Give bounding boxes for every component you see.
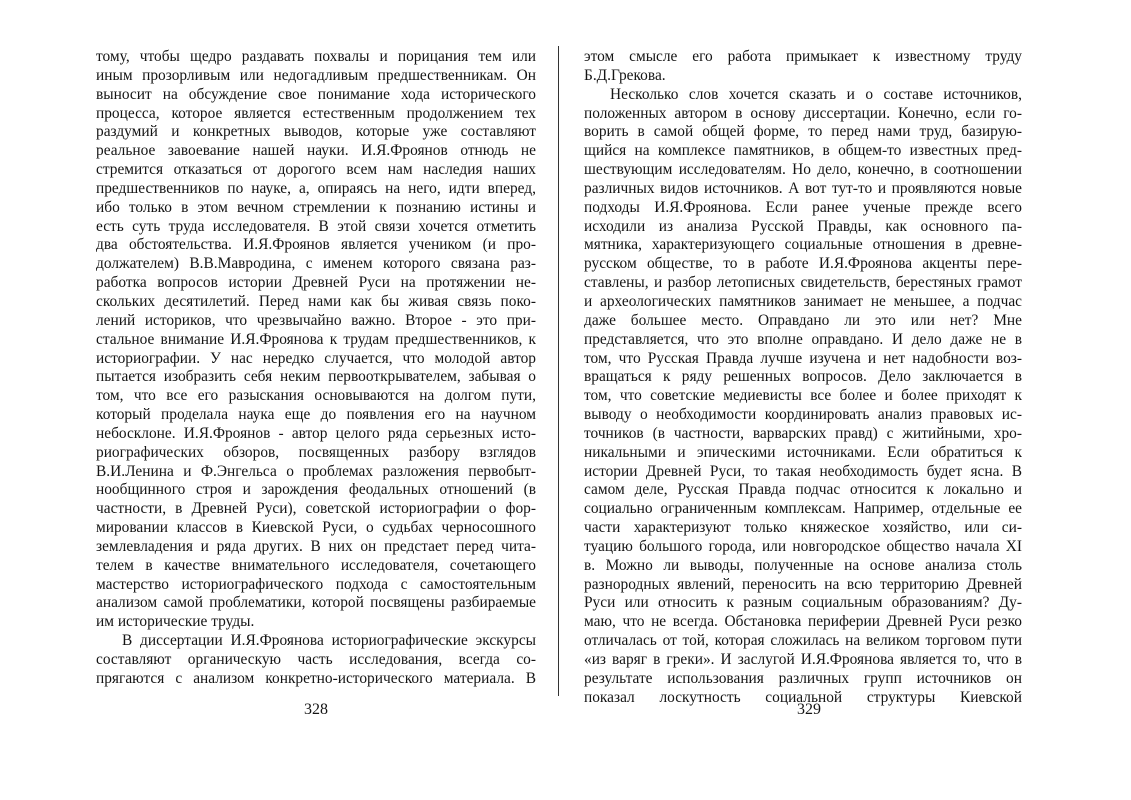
text-line: вращаться к ряду решенных вопросов. Дело заключается в (584, 368, 1022, 386)
text-line: щийся на комплексе памятников, в общем-то известных пред- (584, 142, 1022, 160)
text-line: никальными и эпическими источниками. Если обратиться к (584, 443, 1022, 461)
text-line: мятника, характеризующего социальные отношения в древне- (584, 236, 1022, 254)
text-line: частности, в Древней Руси), советской историографии о фор- (96, 500, 536, 518)
text-line: мировании классов в Киевской Руси, о судьбах черносошного (96, 519, 536, 537)
text-line: самом деле, Русская Правда подчас относится к локально и (584, 481, 1022, 499)
text-line: туацию большого города, или новгородское общество начала XI (584, 537, 1022, 555)
text-line: подходы И.Я.Фроянова. Если ранее ученые прежде всего (584, 198, 1022, 216)
text-line: точников (в частности, варварских правд) с житийными, хро- (584, 424, 1022, 442)
text-line: положенных автором в основу диссертации. Конечно, если го- (584, 104, 1022, 122)
text-line: ворить в самой общей форме, то перед нами труд, базирую- (584, 123, 1022, 141)
right-page-text (584, 48, 1022, 708)
text-line: два обстоятельства. И.Я.Фроянов является учеником (и про- (96, 236, 536, 254)
text-line: части характеризуют только княжеское хозяйство, или си- (584, 519, 1022, 537)
text-line: разнородных явлений, переносить на всю территорию Древней (584, 575, 1022, 593)
text-line: даже большее место. Оправдано ли это или нет? Мне (584, 311, 1022, 329)
text-line: раздумий и конкретных выводов, которые уже составляют (96, 123, 536, 141)
text-line: анализом самой проблематики, которой посвящены разбираемые (96, 594, 536, 612)
text-line: Руси или относить к разным социальным образованиям? Ду- (584, 594, 1022, 612)
text-line: том, что Русская Правда лучше изучена и нет надобности воз- (584, 349, 1022, 367)
page-divider (558, 46, 559, 696)
text-line: тому, чтобы щедро раздавать похвалы и порицания тем или (96, 48, 536, 65)
text-line: русском обществе, то в работе И.Я.Фроянова акценты пере- (584, 255, 1022, 273)
text-line: том, что советские медиевисты все более и более приходят к (584, 387, 1022, 405)
text-line: стальное внимание И.Я.Фроянова к трудам предшественников, к (96, 330, 536, 348)
text-line: выносит на обсуждение свое понимание хода исторического (96, 85, 536, 103)
text-line: этом смысле его работа примыкает к известному труду (584, 48, 1022, 65)
left-page (0, 0, 560, 800)
text-line: мастерство историографического подхода с самостоятельным (96, 575, 536, 593)
text-line: небосклоне. И.Я.Фроянов - автор целого ряда серьезных исто- (96, 424, 536, 442)
text-line: телем в качестве внимательного исследователя, сочетающего (96, 556, 536, 574)
right-page (560, 0, 1131, 800)
left-page-text (96, 48, 536, 689)
text-line: Несколько слов хочется сказать и о составе источников, (610, 85, 1022, 103)
text-line: землевладения и ряда других. В них он предстает перед чита- (96, 537, 536, 555)
text-line: В.И.Ленина и Ф.Энгельса о проблемах разложения первобыт- (96, 462, 536, 480)
text-line: пытается изобразить себя неким первооткрывателем, забывая о (96, 368, 536, 386)
text-line: ибо только в этом вечном стремлении к познанию истины и (96, 198, 536, 216)
text-line: который проделала наука еще до появления его на научном (96, 406, 536, 424)
text-line: им исторические труды. (96, 613, 255, 631)
text-line: и археологических памятников занимает не меньшее, а подчас (584, 292, 1022, 310)
text-line: показал лоскутность социальной структуры Киевской (584, 688, 1022, 706)
page-number: 328 (304, 701, 328, 718)
text-line: предшественников по науке, а, опираясь на него, идти вперед, (96, 179, 536, 197)
text-line: истории Древней Руси, то такая необходимость будет ясна. В (584, 462, 1022, 480)
text-line: должателем) В.В.Мавродина, с именем которого связана раз- (96, 255, 536, 273)
text-line: представляется, что это вполне оправдано. И дело даже не в (584, 330, 1022, 348)
text-line: стремится отказаться от дорогого всем нам наследия наших (96, 161, 536, 179)
text-line: исходили из анализа Русской Правды, как основного па- (584, 217, 1022, 235)
page-number: 329 (797, 701, 821, 718)
text-line: различных видов источников. А вот тут-то и проявляются новые (584, 179, 1022, 197)
text-line: прягаются с анализом конкретно-исторического материала. В (96, 669, 536, 687)
text-line: социально ограниченным комплексам. Например, отдельные ее (584, 500, 1022, 518)
text-line: скольких десятилетий. Перед нами как бы живая связь поко- (96, 292, 536, 310)
text-line: в. Можно ли выводы, полученные на основе анализа столь (584, 556, 1022, 574)
text-line: нообщинного строя и зарождения феодальных отношений (в (96, 481, 536, 499)
text-line: результате использования различных групп источников он (584, 669, 1022, 687)
text-line: лений историков, что чрезвычайно важно. Второе - это при- (96, 311, 536, 329)
text-line: «из варяг в греки». И заслугой И.Я.Фроянова является то, что в (584, 651, 1022, 668)
text-line: составляют органическую часть исследования, всегда со- (96, 651, 536, 668)
text-line: выводу о необходимости координировать анализ правовых ис- (584, 406, 1022, 424)
text-line: Б.Д.Грекова. (584, 66, 666, 84)
text-line: отличалась от той, которая сложилась на великом торговом пути (584, 632, 1022, 650)
text-line: шествующим исследователям. Но дело, конечно, в соотношении (584, 161, 1022, 179)
text-line: реальное завоевание нашей науки. И.Я.Фроянов отнюдь не (96, 142, 536, 160)
text-line: иным прозорливым или недогадливым предшественникам. Он (96, 66, 536, 84)
text-line: В диссертации И.Я.Фроянова историографические экскурсы (122, 632, 536, 650)
text-line: процесса, которое является естественным продолжением тех (96, 104, 536, 122)
text-line: есть суть труда исследователя. В этой связи хочется отметить (96, 217, 536, 235)
text-line: историографии. У нас нередко случается, что молодой автор (96, 349, 536, 367)
text-line: работка вопросов истории Древней Руси на протяжении не- (96, 274, 536, 292)
text-line: маю, что не всегда. Обстановка периферии Древней Руси резко (584, 613, 1022, 631)
text-line: том, что все его разыскания основываются на долгом пути, (96, 387, 536, 405)
text-line: ставлены, и разбор летописных свидетельств, берестяных грамот (584, 274, 1022, 292)
text-line: риографических обзоров, посвященных разбору взглядов (96, 443, 536, 461)
